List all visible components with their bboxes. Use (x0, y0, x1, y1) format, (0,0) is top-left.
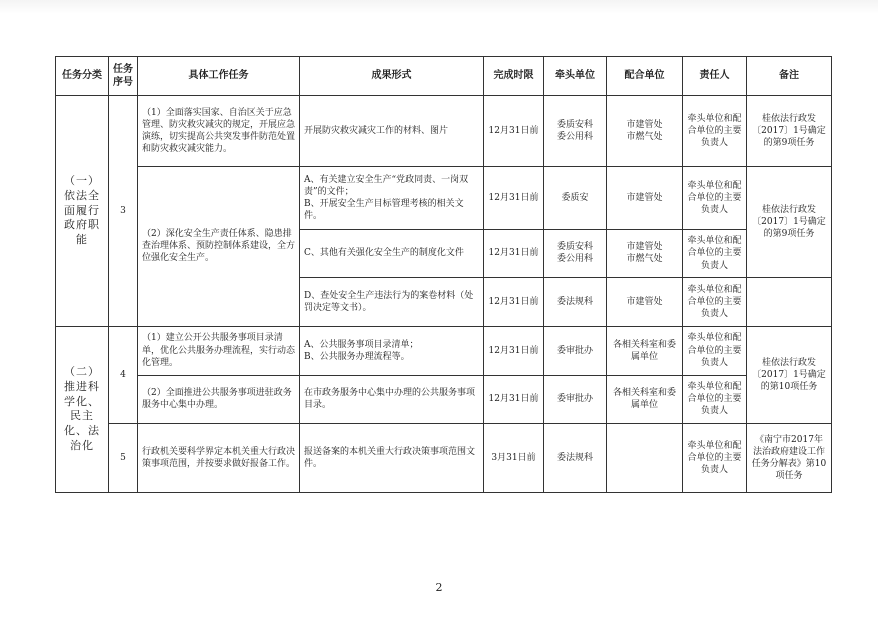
table-row (56, 375, 832, 424)
lead-cell: 委法规科 (544, 278, 607, 327)
coop-cell: 市建管处 市燃气处 (607, 96, 683, 167)
result-cell: 报送备案的本机关重大行政决策事项范围文件。 (300, 424, 484, 493)
note-cell: 桂依法行政发〔2017〕1号确定的第9项任务 (747, 96, 832, 167)
coop-cell: 市建管处 (607, 278, 683, 327)
resp-cell: 牵头单位和配合单位的主要负责人 (683, 166, 747, 229)
note-cell: 桂依法行政发〔2017〕1号确定的第10项任务 (747, 326, 832, 423)
result-cell: 在市政务服务中心集中办理的公共服务事项目录。 (300, 375, 484, 424)
deadline-cell: 3月31日前 (484, 424, 544, 493)
resp-cell: 牵头单位和配合单位的主要负责人 (683, 375, 747, 424)
note-cell-empty (747, 278, 832, 327)
work-cell: （1）建立公开公共服务事项目录清单，优化公共服务办理流程，实行动态化管理。 (138, 326, 300, 375)
coop-cell: 市建管处 市燃气处 (607, 229, 683, 278)
task-seq-cell: 4 (109, 326, 138, 423)
result-cell: A、有关建立安全生产“党政同责、一岗双责”的文件； B、开展安全生产目标管理考核的相关文件。 (300, 166, 484, 229)
lead-cell: 委审批办 (544, 375, 607, 424)
header-coop: 配合单位 (607, 57, 683, 96)
lead-cell: 委质安 (544, 166, 607, 229)
deadline-cell: 12月31日前 (484, 278, 544, 327)
note-cell: 《南宁市2017年法治政府建设工作任务分解表》第10项任务 (747, 424, 832, 493)
task-seq-cell: 5 (109, 424, 138, 493)
table-header-row (56, 57, 832, 96)
lead-cell: 委审批办 (544, 326, 607, 375)
work-cell: 行政机关要科学界定本机关重大行政决策事项范围，并按要求做好报备工作。 (138, 424, 300, 493)
deadline-cell: 12月31日前 (484, 375, 544, 424)
resp-cell: 牵头单位和配合单位的主要负责人 (683, 278, 747, 327)
lead-cell: 委质安科 委公用科 (544, 229, 607, 278)
header-lead: 牵头单位 (544, 57, 607, 96)
table-row (56, 166, 832, 229)
result-cell: C、其他有关强化安全生产的制度化文件 (300, 229, 484, 278)
work-cell: （2）深化安全生产责任体系、隐患排查治理体系、预防控制体系建设，全方位强化安全生产。 (138, 166, 300, 326)
resp-cell: 牵头单位和配合单位的主要负责人 (683, 424, 747, 493)
header-deadline: 完成时限 (484, 57, 544, 96)
resp-cell: 牵头单位和配合单位的主要负责人 (683, 229, 747, 278)
coop-cell (607, 424, 683, 493)
resp-cell: 牵头单位和配合单位的主要负责人 (683, 96, 747, 167)
deadline-cell: 12月31日前 (484, 166, 544, 229)
table-row (56, 326, 832, 375)
page-number: 2 (435, 581, 443, 594)
coop-cell: 市建管处 (607, 166, 683, 229)
category-cell: （一）依法全面履行政府职能 (56, 96, 109, 327)
header-seq: 任务序号 (109, 57, 138, 96)
result-cell: 开展防灾救灾减灾工作的材料、图片 (300, 96, 484, 167)
note-cell: 桂依法行政发〔2017〕1号确定的第9项任务 (747, 166, 832, 277)
header-work: 具体工作任务 (138, 57, 300, 96)
header-resp: 责任人 (683, 57, 747, 96)
task-table (55, 56, 832, 493)
task-seq-cell: 3 (109, 96, 138, 327)
table-row (56, 424, 832, 493)
coop-cell: 各相关科室和委属单位 (607, 375, 683, 424)
deadline-cell: 12月31日前 (484, 326, 544, 375)
header-category: 任务分类 (56, 57, 109, 96)
work-cell: （1）全面落实国家、自治区关于应急管理、防灾救灾减灾的规定，开展应急演练，切实提高公共突发事件防范处置和防灾救灾减灾能力。 (138, 96, 300, 167)
coop-cell: 各相关科室和委属单位 (607, 326, 683, 375)
deadline-cell: 12月31日前 (484, 96, 544, 167)
lead-cell: 委法规科 (544, 424, 607, 493)
result-cell: A、公共服务事项目录清单； B、公共服务办理流程等。 (300, 326, 484, 375)
work-cell: （2）全面推进公共服务事项进驻政务服务中心集中办理。 (138, 375, 300, 424)
result-cell: D、查处安全生产违法行为的案卷材料（处罚决定等文书）。 (300, 278, 484, 327)
header-note: 备注 (747, 57, 832, 96)
deadline-cell: 12月31日前 (484, 229, 544, 278)
header-result: 成果形式 (300, 57, 484, 96)
category-cell: （二）推进科学化、民主化、法治化 (56, 326, 109, 492)
resp-cell: 牵头单位和配合单位的主要负责人 (683, 326, 747, 375)
table-row (56, 96, 832, 167)
lead-cell: 委质安科 委公用科 (544, 96, 607, 167)
